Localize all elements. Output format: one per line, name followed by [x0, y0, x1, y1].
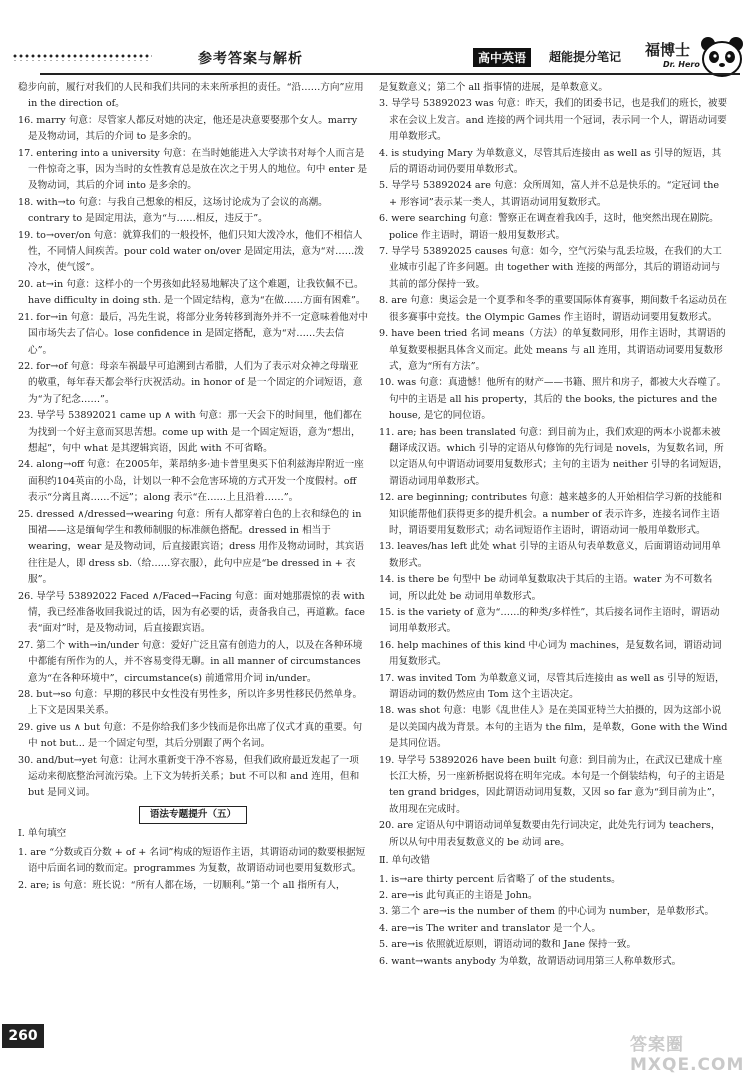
answer-entry: 19. 导学号 53892026 have been built 句意：到目前为止，在武汉已建成十座长江大桥，另一座新桥据说将在明年完成。本句是一个倒装结构，句子的主语是 ten grand bridges，因此谓语动词用复数，又因 so far 意为“到目前为止”，故用现在完成时。 [379, 754, 725, 815]
answer-entry: 是复数意义；第二个 all 指事情的进展，是单数意义。 [379, 82, 609, 93]
answer-entry: 3. 导学号 53892023 was 句意：昨天，我们的团委书记，也是我们的班长，被要求在会议上发言。and 连接的两个词共用一个冠词，表示同一个人，谓语动词要用单数形式。 [379, 98, 728, 143]
header-rule [40, 73, 740, 75]
answer-entry: 18. with→to 句意：与我自己想象的相反，这场讨论成为了会议的高潮。contrary to 是固定用法，意为“与……相反，违反于”。 [18, 196, 328, 225]
answer-entry: 16. help machines of this kind 中心词为 machines，是复数名词，谓语动词用复数形式。 [379, 639, 722, 668]
answer-entry: 11. are; has been translated 句意：到目前为止，我们欢迎的两本小说都未被翻译成汉语。which 引导的定语从句修饰的先行词是 novels，为复数名词，所以定语从句中谓语动词要用复数形式；主句的主语为 neither 引导的名词短语，谓语动词用单数形式。 [379, 426, 728, 487]
subsection-heading: Ⅰ. 单句填空 [18, 828, 67, 840]
answer-entry: 13. leaves/has left 此处 what 引导的主语从句表单数意义，后面谓语动词用单数形式。 [379, 541, 721, 569]
answer-entry: 26. 导学号 53892022 Faced ∧/Faced→Facing 句意：面对她那震惊的表 with 情，我已经准备收回我说过的话，因为有必要的话，责备我自己，再道歉。face 表“面对”时，是及物动词，后直接跟宾语。 [18, 590, 365, 635]
answer-entry: 19. to→over/on 句意：就算我们的一般投怀，他们只知大泼冷水，他们不相信人性，不同情人间疾苦。pour cold water on/over 是固定用法，意为“对……泼冷水，使气馁”。 [18, 229, 364, 274]
answer-entry: 5. 导学号 53892024 are 句意：众所周知，富人并不总是快乐的。“定冠词 the + 形容词”表示某一类人，其谓语动词用复数形式。 [379, 180, 720, 208]
header-title: 参考答案与解析 [198, 51, 303, 67]
answer-entry: 12. are beginning; contributes 句意：越来越多的人开始相信学习新的技能和知识能帮他们获得更多的提升机会。a number of 表示许多，连接名词作主语时，谓语要用复数形式；动名词短语作主语时，谓语动词一般用单数形式。 [379, 492, 722, 536]
right-column [379, 80, 729, 970]
answer-entry: 24. along→off 句意：在2005年，莱昂纳多·迪卡普里奥买下伯利兹海岸附近一座面积约104英亩的小岛，计划以一种不会危害环境的方式开发一个度假村。off 表示“分离且离……不远”；along 表示“在……上且沿着……”。 [18, 459, 364, 504]
answer-entry: 23. 导学号 53892021 came up ∧ with 句意：那一天会下的时间里，他们都在为找到一个好主意而冥思苦想。come up with 是一个固定短语，意为“想出，想起”，句中 what 是其逻辑宾语，因此 with 不可省略。 [18, 410, 362, 454]
header-subject-tag: 高中英语 [473, 48, 531, 67]
answer-entry: 30. and/but→yet 句意：让河水重新变干净不容易，但我们政府最近发起了一项运动来彻底整治河流污染。上下文为转折关系；but 不可以和 and 连用，但和 but 是同义词。 [18, 754, 360, 799]
left-column [18, 80, 368, 894]
answer-entry: 6. want→wants anybody 为单数，故谓语动词用第三人称单数形式。 [379, 955, 682, 967]
answer-entry: 8. are 句意：奥运会是一个夏季和冬季的重要国际体育赛事，期间数千名运动员在很多赛事中竞技。the Olympic Games 作主语时，谓语动词要用复数形式。 [379, 295, 727, 323]
answer-entry: 2. are; is 句意：班长说：“所有人都在场，一切顺利。”第一个 all 指所有人， [18, 879, 346, 891]
answer-entry: 22. for→of 句意：母亲车祸最早可追溯到古希腊，人们为了表示对众神之母瑞亚的敬重，每年春天都会举行庆祝活动。in honor of 是一个固定的介词短语，意为“为了纪念……”。 [18, 360, 363, 405]
answer-entry: 15. is the variety of 意为“……的种类/多样性”，其后接名词作主语时，谓语动词用单数形式。 [379, 607, 720, 635]
header-subtitle: 超能提分笔记 [549, 50, 622, 64]
answer-entry: 18. was shot 句意：电影《乱世佳人》是在美国亚特兰大拍摄的，因为这部小说是以美国内战为背景。本句的主语为 the film，是单数，Gone with the Wind 是其同位语。 [379, 705, 728, 750]
answer-entry: 17. entering into a university 句意：在当时她能进入大学读书对每个人而言是一件惊奇之事，因为当时的女性教育总是放在次之于男人的地位。句中 enter 是及物动词，其后的介词 into 是多余的。 [18, 147, 368, 192]
brand-name: 福博士 [645, 41, 691, 59]
section-heading [18, 806, 368, 824]
answer-entry: 1. are “分数或百分数 + of + 名词”构成的短语作主语，其谓语动词的数要根据短语中后面名词的数而定。programmes 为复数，故谓语动词也要用复数形式。 [18, 846, 366, 875]
answer-entry: 7. 导学号 53892025 causes 句意：如今，空气污染与乱丢垃圾，在我们的大工业城市引起了许多问题。由 together with 连接的两部分，其后的谓语动词与其前的部分保持一致。 [379, 246, 722, 290]
answer-entry: 3. 第二个 are→is the number of them 的中心词为 number，是单数形式。 [379, 906, 715, 918]
answer-entry: 29. give us ∧ but 句意：不是你给我们多少钱而是你出席了仪式才真的重要。句中 not but... 是一个固定句型，其后分别跟了两个名词。 [18, 721, 363, 750]
answer-entry: 5. are→is 依照就近原则，谓语动词的数和 Jane 保持一致。 [379, 939, 637, 951]
answer-entry: 6. were searching 句意：警察正在调查着我凶手，这时，他突然出现在剧院。police 作主语时，谓语一般用复数形式。 [379, 213, 719, 241]
answer-entry: 21. for→in 句意：最后，冯先生说，将部分业务转移到海外并不一定意味着他对中国市场失去了信心。lose confidence in 是固定搭配，意为“对……失去信心”。 [18, 311, 368, 356]
header-dot-pattern [12, 53, 152, 61]
answer-entry: 20. are 定语从句中谓语动词单复数要由先行词决定，此处先行词为 teachers，所以从句中用表复数意义的 be 动词 are。 [379, 820, 721, 848]
answer-entry: 2. are→is 此句真正的主语是 John。 [379, 889, 538, 901]
answer-entry: 14. is there be 句型中 be 动词单复数取决于其后的主语。water 为不可数名词，所以此处 be 动词用单数形式。 [379, 574, 713, 602]
answer-entry: 1. is→are thirty percent 后省略了 of the students。 [379, 873, 621, 885]
subsection-heading: Ⅱ. 单句改错 [379, 855, 430, 867]
answer-entry: 4. is studying Mary 为单数意义，尽管其后连接由 as well as 引导的短语，其后的谓语动词仍要用单数形式。 [379, 147, 722, 176]
brand-english: Dr. Hero [663, 60, 700, 69]
section-heading-label: 语法专题提升（五） [139, 806, 247, 824]
watermark-logo: 答案圈 MXQE.COM [630, 1035, 745, 1075]
answer-entry: 17. was invited Tom 为单数意义词，尽管其后连接由 as well as 引导的短语，谓语动词的数仍然应由 Tom 这个主语决定。 [379, 672, 725, 701]
answer-entry: 25. dressed ∧/dressed→wearing 句意：所有人都穿着白色的上衣和绿色的 in 围裙——这是缅甸学生和教师制服的标准颜色搭配。dressed in 相当于 wearing，wear 是及物动词，后直接跟宾语；dress 用作及物动词时，其宾语往往是人，即 dress sb.（给……穿衣服），此句中应是“be dressed in + 衣服”。 [18, 508, 364, 586]
answer-entry: 20. at→in 句意：这样小的一个男孩如此轻易地解决了这个难题，让我钦佩不已。have difficulty in doing sth. 是一个固定结构，意为“在做……方面有困难”。 [18, 278, 366, 307]
answer-entry: 27. 第二个 with→in/under 句意：爱好广泛且富有创造力的人，以及在各种环境中都能有所作为的人，并不容易变得无聊。in all manner of circumstances 意为“在各种环境中”，circumstance(s) 前通常用介词 in/under。 [18, 639, 363, 684]
answer-entry: 10. was 句意：真遗憾！他所有的财产——书籍、照片和房子，都被大火吞噬了。句中的主语是 all his property，其后的 the books, the pictures and the house, 是它的同位语。 [379, 377, 727, 422]
answer-entry: 16. marry 句意：尽管家人都反对她的决定，他还是决意要娶那个女人。marry 是及物动词，其后的介词 to 是多余的。 [18, 114, 358, 143]
answer-entry: 9. have been tried 名词 means（方法）的单复数同形，用作主语时，其谓语的单复数要根据具体含义而定。此处 means 与 all 连用，其谓语动词要用复数形式，意为“所有方法”。 [379, 328, 726, 372]
answer-entry: 4. are→is The writer and translator 是一个人。 [379, 922, 601, 934]
page-header [0, 40, 750, 76]
answer-entry: 28. but→so 句意：早期的移民中女性没有男性多，所以许多男性移民仍然单身。上下文是因果关系。 [18, 689, 363, 717]
page-number: 260 [2, 1024, 44, 1048]
answer-entry: 稳步向前，履行对我们的人民和我们共同的未来所承担的责任。“沿……方向”应用 in the direction of。 [18, 82, 364, 110]
